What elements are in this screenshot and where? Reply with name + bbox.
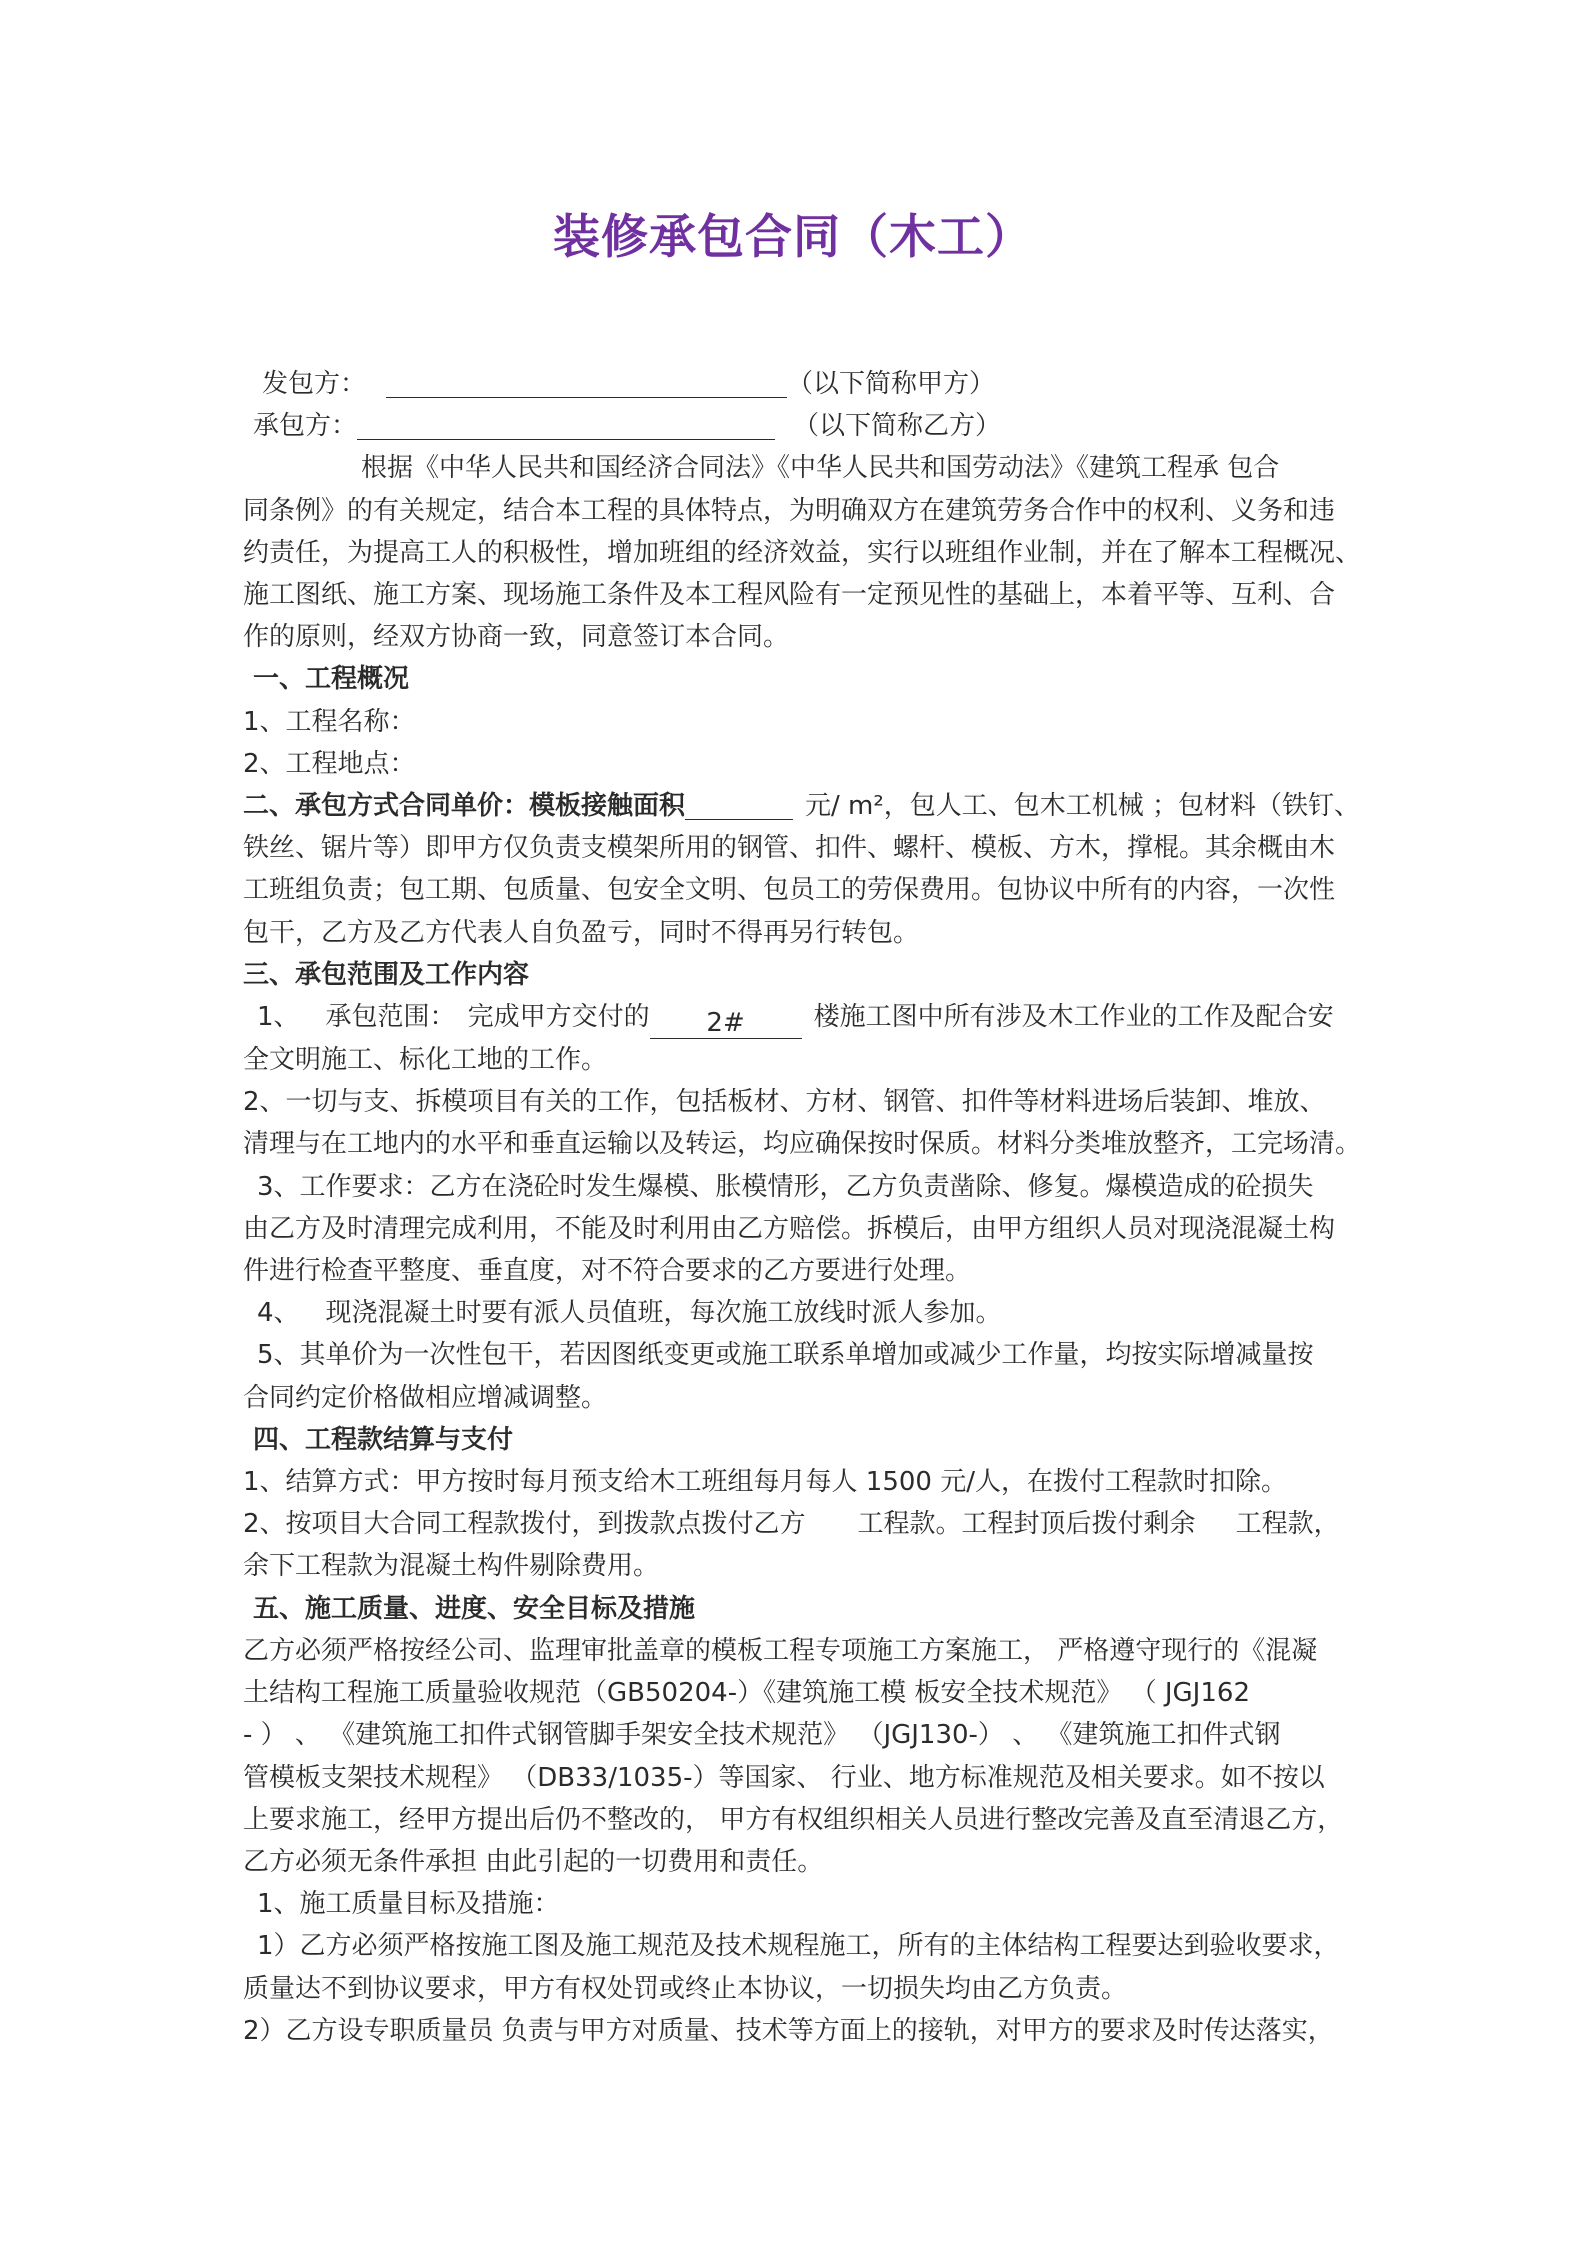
section-5-line: 上要求施工，经甲方提出后仍不整改的， 甲方有权组织相关人员进行整改完善及直至清退乙方， <box>243 1804 1344 1835</box>
unit-price-text: 元/ m²，包人工、包木工机械 ；包材料（铁钉、 <box>805 791 1361 822</box>
section-heading-2: 二、承包方式合同单价：模板接触面积 <box>243 791 686 822</box>
scope-item-5-line: 合同约定价格做相应增减调整。 <box>243 1382 608 1413</box>
section-2-line: 工班组负责；包工期、包质量、包安全文明、包员工的劳保费用。包协议中所有的内容，一次性 <box>243 875 1336 906</box>
section-5-line: 土结构工程施工质量验收规范（GB50204-）《建筑施工模 板安全技术规范》 （ JGJ162 <box>243 1678 1250 1709</box>
section-heading-4: 四、工程款结算与支付 <box>253 1424 514 1455</box>
party-a-label: 发包方： <box>262 369 367 399</box>
section-5-line: - ） 、 《建筑施工扣件式钢管脚手架安全技术规范》 （JGJ130-） 、 《建筑施工扣件式钢 <box>243 1720 1281 1751</box>
scope-item-4: 4、 现浇混凝土时要有派人员值班，每次施工放线时派人参加。 <box>257 1298 1002 1329</box>
section-2-line: 铁丝、锯片等）即甲方仅负责支模架所用的钢管、扣件、螺杆、模板、方木，撑棍。其余概由木 <box>243 833 1336 864</box>
scope-item-1: 1、 承包范围： 完成甲方交付的 2# 楼施工图中所有涉及木工作业的工作及配合安 <box>257 1002 1334 1039</box>
project-location-item: 2、工程地点： <box>243 748 416 779</box>
preamble-line: 同条例》的有关规定，结合本工程的具体特点，为明确双方在建筑劳务合作中的权利、义务和违 <box>243 495 1336 526</box>
section-5-line: 乙方必须严格按经公司、监理审批盖章的模板工程专项施工方案施工， 严格遵守现行的《混凝 <box>243 1635 1318 1666</box>
settlement-item-2-line2: 余下工程款为混凝土构件剔除费用。 <box>243 1551 660 1582</box>
section-heading-2-line <box>243 785 1361 827</box>
party-b-suffix: （以下简称乙方） <box>793 411 1002 442</box>
scope-item-3-line: 件进行检查平整度、垂直度，对不符合要求的乙方要进行处理。 <box>243 1256 972 1287</box>
preamble-line: 作的原则，经双方协商一致，同意签订本合同。 <box>243 622 790 653</box>
section-heading-1: 一、工程概况 <box>253 664 410 695</box>
section-heading-5: 五、施工质量、进度、安全目标及措施 <box>253 1593 696 1624</box>
quality-item-1-line: 质量达不到协议要求，甲方有权处罚或终止本协议，一切损失均由乙方负责。 <box>243 1973 1128 2004</box>
section-5-line: 乙方必须无条件承担 由此引起的一切费用和责任。 <box>243 1846 824 1877</box>
unit-price-blank <box>685 789 793 820</box>
party-a-blank <box>386 367 787 398</box>
scope-item-2-line: 清理与在工地内的水平和垂直运输以及转运，均应确保按时保质。材料分类堆放整齐，工完场清。 <box>243 1129 1362 1160</box>
building-number: 2# <box>650 1008 802 1039</box>
preamble-line: 根据《中华人民共和国经济合同法》《中华人民共和国劳动法》《建筑工程承 包合 <box>361 453 1280 484</box>
scope-item-3-line: 3、工作要求：乙方在浇砼时发生爆模、胀模情形，乙方负责凿除、修复。爆模造成的砼损失 <box>257 1171 1314 1202</box>
section-5-line: 管模板支架技术规程》 （DB33/1035-）等国家、 行业、地方标准规范及相关要求。如不按以 <box>243 1762 1325 1793</box>
preamble-line: 约责任，为提高工人的积极性，增加班组的经济效益，实行以班组作业制，并在了解本工程概况、 <box>243 537 1362 568</box>
party-a-suffix: （以下简称甲方） <box>787 369 996 399</box>
quality-item-2-line: 2）乙方设专职质量员 负责与甲方对质量、技术等方面上的接轨，对甲方的要求及时传达落实， <box>243 2015 1334 2046</box>
scope-item-1-line2: 全文明施工、标化工地的工作。 <box>243 1045 608 1076</box>
preamble-line: 施工图纸、施工方案、现场施工条件及本工程风险有一定预见性的基础上，本着平等、互利、合 <box>243 580 1336 611</box>
scope-item-5-line: 5、其单价为一次性包干，若因图纸变更或施工联系单增加或减少工作量，均按实际增减量按 <box>257 1340 1314 1371</box>
scope-item-3-line: 由乙方及时清理完成利用，不能及时利用由乙方赔偿。拆模后，由甲方组织人员对现浇混凝土构 <box>243 1213 1336 1244</box>
settlement-item-1: 1、结算方式：甲方按时每月预支给木工班组每月每人 1500 元/人，在拨付工程款时扣除。 <box>243 1467 1288 1498</box>
party-b-line <box>243 405 1356 447</box>
contract-body <box>243 363 1362 2052</box>
scope-item-2-line: 2、一切与支、拆模项目有关的工作，包括板材、方材、钢管、扣件等材料进场后装卸、堆放、 <box>243 1087 1326 1118</box>
document-title: 装修承包合同（木工） <box>553 210 1033 265</box>
section-2-line: 包干，乙方及乙方代表人自负盈亏，同时不得再另行转包。 <box>243 917 920 948</box>
quality-item-1-line: 1）乙方必须严格按施工图及施工规范及技术规程施工，所有的主体结构工程要达到验收要求， <box>257 1931 1340 1962</box>
project-name-item: 1、工程名称： <box>243 706 416 737</box>
party-b-label: 承包方： <box>253 411 358 442</box>
party-b-blank <box>357 409 775 440</box>
party-a-line <box>243 363 1356 405</box>
section-heading-3: 三、承包范围及工作内容 <box>243 959 530 990</box>
quality-subheading: 1、施工质量目标及措施： <box>257 1889 560 1920</box>
settlement-item-2: 2、按项目大合同工程款拨付，到拨款点拨付乙方 工程款。工程封顶后拨付剩余 工程款， <box>243 1509 1340 1540</box>
